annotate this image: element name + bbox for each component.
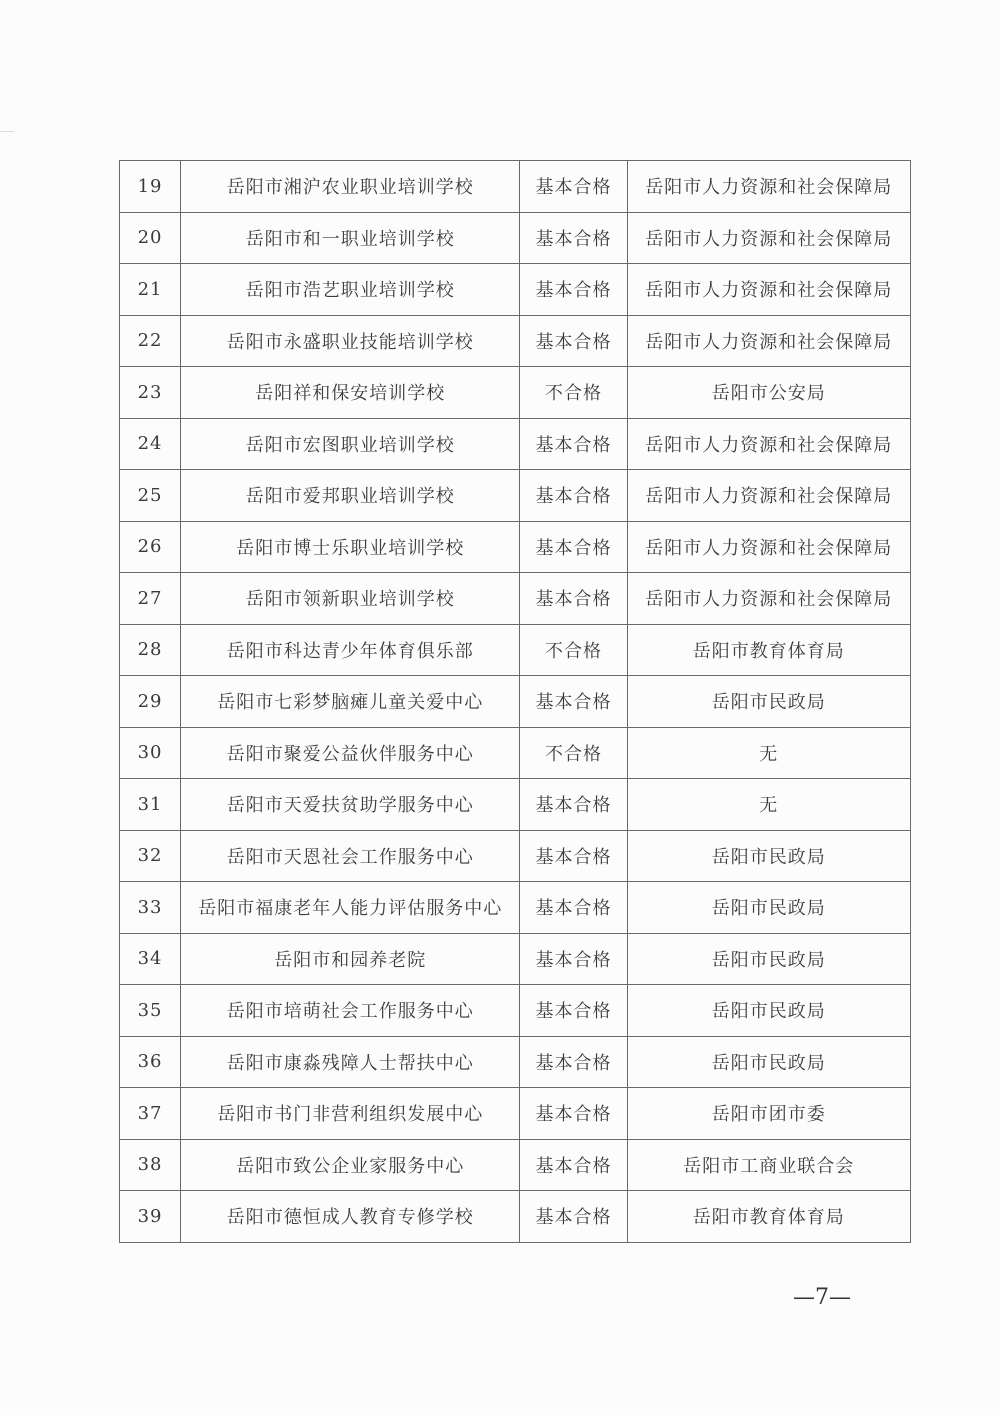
row-number-cell: 27 (120, 573, 181, 625)
results-table-body (120, 161, 911, 1243)
scan-edge-mark (0, 131, 14, 132)
supervising-department-cell: 岳阳市团市委 (627, 1088, 910, 1140)
table-row (120, 1088, 911, 1140)
organization-name-cell: 岳阳市康淼残障人士帮扶中心 (181, 1036, 520, 1088)
row-number-cell: 33 (120, 882, 181, 934)
inspection-result-cell: 基本合格 (520, 676, 627, 728)
supervising-department-cell: 无 (627, 727, 910, 779)
page-number: —7— (793, 1285, 851, 1310)
organization-name-cell: 岳阳市致公企业家服务中心 (181, 1139, 520, 1191)
inspection-result-cell: 不合格 (520, 624, 627, 676)
inspection-result-cell: 基本合格 (520, 1139, 627, 1191)
table-row (120, 418, 911, 470)
organization-name-cell: 岳阳市科达青少年体育俱乐部 (181, 624, 520, 676)
organization-name-cell: 岳阳市浩艺职业培训学校 (181, 264, 520, 316)
organization-name-cell: 岳阳市和园养老院 (181, 933, 520, 985)
supervising-department-cell: 无 (627, 779, 910, 831)
inspection-result-cell: 基本合格 (520, 1036, 627, 1088)
inspection-result-cell: 基本合格 (520, 212, 627, 264)
table-row (120, 1139, 911, 1191)
supervising-department-cell: 岳阳市民政局 (627, 830, 910, 882)
row-number-cell: 36 (120, 1036, 181, 1088)
supervising-department-cell: 岳阳市民政局 (627, 882, 910, 934)
organization-name-cell: 岳阳市天恩社会工作服务中心 (181, 830, 520, 882)
table-row (120, 1036, 911, 1088)
inspection-result-cell: 基本合格 (520, 779, 627, 831)
table-row (120, 212, 911, 264)
table-row (120, 573, 911, 625)
organization-name-cell: 岳阳市德恒成人教育专修学校 (181, 1191, 520, 1243)
row-number-cell: 25 (120, 470, 181, 522)
row-number-cell: 39 (120, 1191, 181, 1243)
inspection-result-cell: 基本合格 (520, 573, 627, 625)
supervising-department-cell: 岳阳市教育体育局 (627, 1191, 910, 1243)
supervising-department-cell: 岳阳市教育体育局 (627, 624, 910, 676)
table-row (120, 315, 911, 367)
inspection-result-cell: 基本合格 (520, 161, 627, 213)
supervising-department-cell: 岳阳市工商业联合会 (627, 1139, 910, 1191)
supervising-department-cell: 岳阳市民政局 (627, 933, 910, 985)
row-number-cell: 38 (120, 1139, 181, 1191)
table-row (120, 830, 911, 882)
row-number-cell: 24 (120, 418, 181, 470)
supervising-department-cell: 岳阳市人力资源和社会保障局 (627, 212, 910, 264)
organization-name-cell: 岳阳市湘沪农业职业培训学校 (181, 161, 520, 213)
table-row (120, 676, 911, 728)
organization-name-cell: 岳阳市和一职业培训学校 (181, 212, 520, 264)
organization-name-cell: 岳阳市聚爱公益伙伴服务中心 (181, 727, 520, 779)
inspection-result-cell: 基本合格 (520, 1088, 627, 1140)
table-row (120, 779, 911, 831)
row-number-cell: 28 (120, 624, 181, 676)
table-row (120, 521, 911, 573)
row-number-cell: 21 (120, 264, 181, 316)
inspection-result-cell: 基本合格 (520, 1191, 627, 1243)
supervising-department-cell: 岳阳市民政局 (627, 1036, 910, 1088)
table-row (120, 367, 911, 419)
organization-name-cell: 岳阳市培萌社会工作服务中心 (181, 985, 520, 1037)
supervising-department-cell: 岳阳市人力资源和社会保障局 (627, 521, 910, 573)
row-number-cell: 37 (120, 1088, 181, 1140)
inspection-result-cell: 基本合格 (520, 830, 627, 882)
table-row (120, 161, 911, 213)
row-number-cell: 32 (120, 830, 181, 882)
supervising-department-cell: 岳阳市公安局 (627, 367, 910, 419)
row-number-cell: 26 (120, 521, 181, 573)
row-number-cell: 22 (120, 315, 181, 367)
inspection-result-cell: 基本合格 (520, 933, 627, 985)
inspection-result-cell: 不合格 (520, 727, 627, 779)
table-row (120, 727, 911, 779)
table-row (120, 624, 911, 676)
supervising-department-cell: 岳阳市民政局 (627, 985, 910, 1037)
table-row (120, 985, 911, 1037)
results-table (119, 160, 911, 1243)
inspection-result-cell: 基本合格 (520, 264, 627, 316)
supervising-department-cell: 岳阳市人力资源和社会保障局 (627, 418, 910, 470)
table-row (120, 933, 911, 985)
inspection-result-cell: 基本合格 (520, 882, 627, 934)
organization-name-cell: 岳阳市书门非营利组织发展中心 (181, 1088, 520, 1140)
inspection-result-cell: 基本合格 (520, 985, 627, 1037)
supervising-department-cell: 岳阳市民政局 (627, 676, 910, 728)
organization-name-cell: 岳阳祥和保安培训学校 (181, 367, 520, 419)
row-number-cell: 23 (120, 367, 181, 419)
inspection-result-cell: 不合格 (520, 367, 627, 419)
organization-name-cell: 岳阳市福康老年人能力评估服务中心 (181, 882, 520, 934)
supervising-department-cell: 岳阳市人力资源和社会保障局 (627, 315, 910, 367)
organization-name-cell: 岳阳市爱邦职业培训学校 (181, 470, 520, 522)
supervising-department-cell: 岳阳市人力资源和社会保障局 (627, 161, 910, 213)
inspection-result-cell: 基本合格 (520, 315, 627, 367)
organization-name-cell: 岳阳市永盛职业技能培训学校 (181, 315, 520, 367)
row-number-cell: 19 (120, 161, 181, 213)
table-row (120, 1191, 911, 1243)
row-number-cell: 29 (120, 676, 181, 728)
organization-name-cell: 岳阳市领新职业培训学校 (181, 573, 520, 625)
row-number-cell: 30 (120, 727, 181, 779)
inspection-result-cell: 基本合格 (520, 470, 627, 522)
table-row (120, 470, 911, 522)
row-number-cell: 31 (120, 779, 181, 831)
inspection-result-cell: 基本合格 (520, 521, 627, 573)
organization-name-cell: 岳阳市宏图职业培训学校 (181, 418, 520, 470)
row-number-cell: 20 (120, 212, 181, 264)
inspection-result-cell: 基本合格 (520, 418, 627, 470)
row-number-cell: 34 (120, 933, 181, 985)
organization-name-cell: 岳阳市天爱扶贫助学服务中心 (181, 779, 520, 831)
table-row (120, 264, 911, 316)
supervising-department-cell: 岳阳市人力资源和社会保障局 (627, 573, 910, 625)
row-number-cell: 35 (120, 985, 181, 1037)
organization-name-cell: 岳阳市博士乐职业培训学校 (181, 521, 520, 573)
supervising-department-cell: 岳阳市人力资源和社会保障局 (627, 470, 910, 522)
supervising-department-cell: 岳阳市人力资源和社会保障局 (627, 264, 910, 316)
organization-name-cell: 岳阳市七彩梦脑瘫儿童关爱中心 (181, 676, 520, 728)
table-row (120, 882, 911, 934)
